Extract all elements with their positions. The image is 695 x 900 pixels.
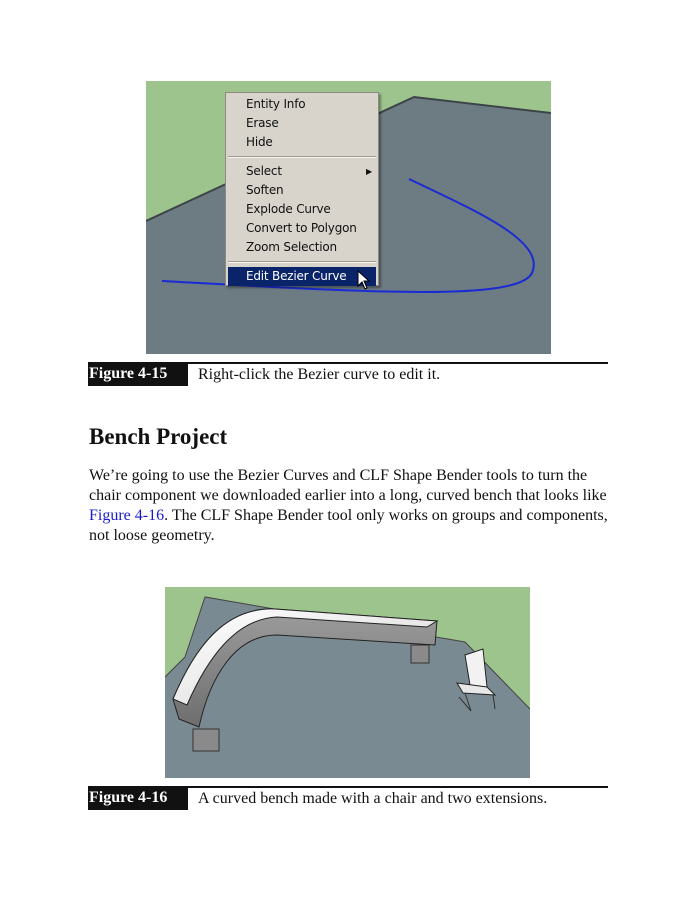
figure-4-16-render xyxy=(165,587,530,778)
figure-4-16-caption xyxy=(88,786,608,810)
section-title: Bench Project xyxy=(89,424,228,449)
bench-render xyxy=(165,587,530,778)
context-menu xyxy=(225,92,379,286)
bench-leg xyxy=(193,729,219,751)
caption-text: A curved bench made with a chair and two extensions. xyxy=(198,790,548,807)
menu-item-edit-bezier-curve[interactable] xyxy=(228,267,376,286)
menu-item-label: Explode Curve xyxy=(246,202,331,216)
menu-separator xyxy=(228,261,376,263)
menu-item-select[interactable] xyxy=(226,162,378,181)
menu-item-hide[interactable] xyxy=(226,133,378,152)
menu-item-label: Erase xyxy=(246,116,279,130)
paragraph-text: We’re going to use the Bezier Curves and CLF Shape Bender tools to turn the chair component we downloaded earlier into a long, curved bench that looks like xyxy=(89,467,607,504)
figure-label: Figure 4-16 xyxy=(88,786,188,810)
caption-rule xyxy=(188,362,608,364)
submenu-arrow-icon: ▶ xyxy=(366,167,372,176)
menu-item-entity-info[interactable] xyxy=(226,95,378,114)
menu-item-soften[interactable] xyxy=(226,181,378,200)
figure-cross-reference-link[interactable]: Figure 4-16 xyxy=(89,507,165,524)
figure-4-15-caption xyxy=(88,362,608,386)
menu-separator xyxy=(228,156,376,158)
caption-text: Right-click the Bezier curve to edit it. xyxy=(198,366,441,383)
caption-rule xyxy=(188,786,608,788)
menu-item-label: Hide xyxy=(246,135,273,149)
paragraph-text: . The CLF Shape Bender tool only works on groups and components, not loose geometry. xyxy=(89,507,608,544)
figure-4-15-screenshot xyxy=(146,81,551,354)
mouse-pointer-icon xyxy=(357,270,371,290)
menu-item-convert-to-polygon[interactable] xyxy=(226,219,378,238)
menu-item-zoom-selection[interactable] xyxy=(226,238,378,257)
body-paragraph xyxy=(89,466,609,546)
menu-item-label: Select xyxy=(246,164,282,178)
bench-leg xyxy=(411,645,429,663)
menu-item-explode-curve[interactable] xyxy=(226,200,378,219)
figure-label: Figure 4-15 xyxy=(88,362,188,386)
menu-item-label: Zoom Selection xyxy=(246,240,337,254)
menu-item-label: Edit Bezier Curve xyxy=(246,269,347,283)
menu-item-label: Soften xyxy=(246,183,284,197)
menu-item-label: Entity Info xyxy=(246,97,306,111)
menu-item-erase[interactable] xyxy=(226,114,378,133)
menu-item-label: Convert to Polygon xyxy=(246,221,357,235)
